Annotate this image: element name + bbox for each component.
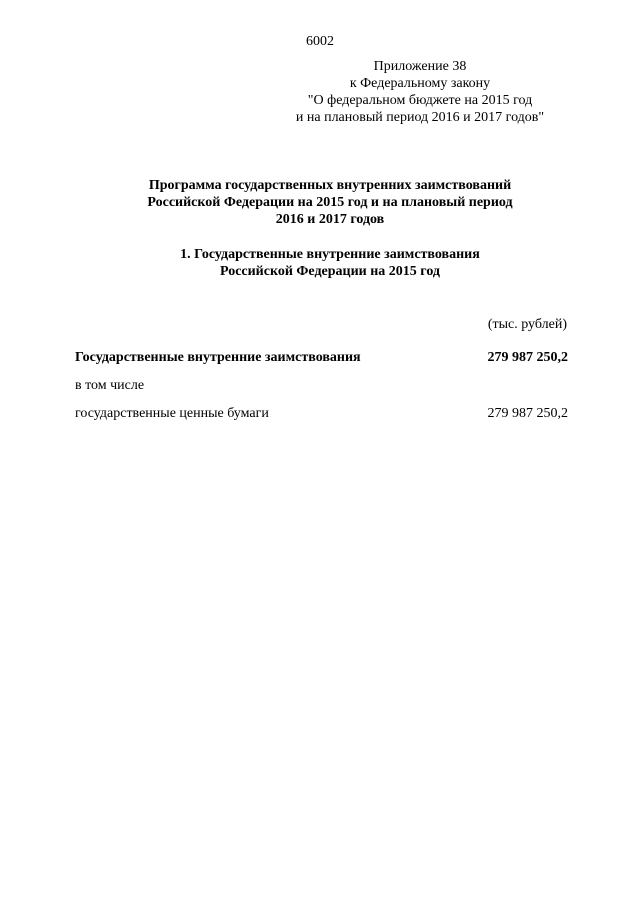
program-title-line: Российской Федерации на 2015 год и на плановый период — [147, 195, 513, 210]
row-value: 279 987 250,2 — [487, 350, 568, 365]
borrowings-table — [75, 349, 568, 422]
appendix-header — [260, 58, 580, 126]
section-title-line: 1. Государственные внутренние заимствования — [180, 247, 480, 262]
table-row — [75, 377, 568, 394]
program-title-line: Программа государственных внутренних заимствований — [148, 178, 512, 193]
row-label: Государственные внутренние заимствования — [75, 350, 361, 365]
program-title-line: 2016 и 2017 годов — [275, 212, 385, 227]
row-value: 279 987 250,2 — [487, 406, 568, 421]
appendix-line: Приложение 38 — [373, 59, 467, 74]
unit-label: (тыс. рублей) — [487, 317, 567, 332]
row-label: государственные ценные бумаги — [75, 406, 269, 421]
section-title-line: Российской Федерации на 2015 год — [219, 264, 440, 279]
appendix-line: "О федеральном бюджете на 2015 год — [307, 93, 533, 108]
section-title — [0, 246, 640, 280]
row-label: в том числе — [75, 378, 145, 393]
appendix-line: к Федеральному закону — [349, 76, 491, 91]
page-number: 6002 — [306, 34, 334, 49]
table-row — [75, 405, 568, 422]
program-title — [0, 177, 640, 228]
appendix-line: и на плановый период 2016 и 2017 годов" — [295, 110, 545, 125]
table-row — [75, 349, 568, 366]
